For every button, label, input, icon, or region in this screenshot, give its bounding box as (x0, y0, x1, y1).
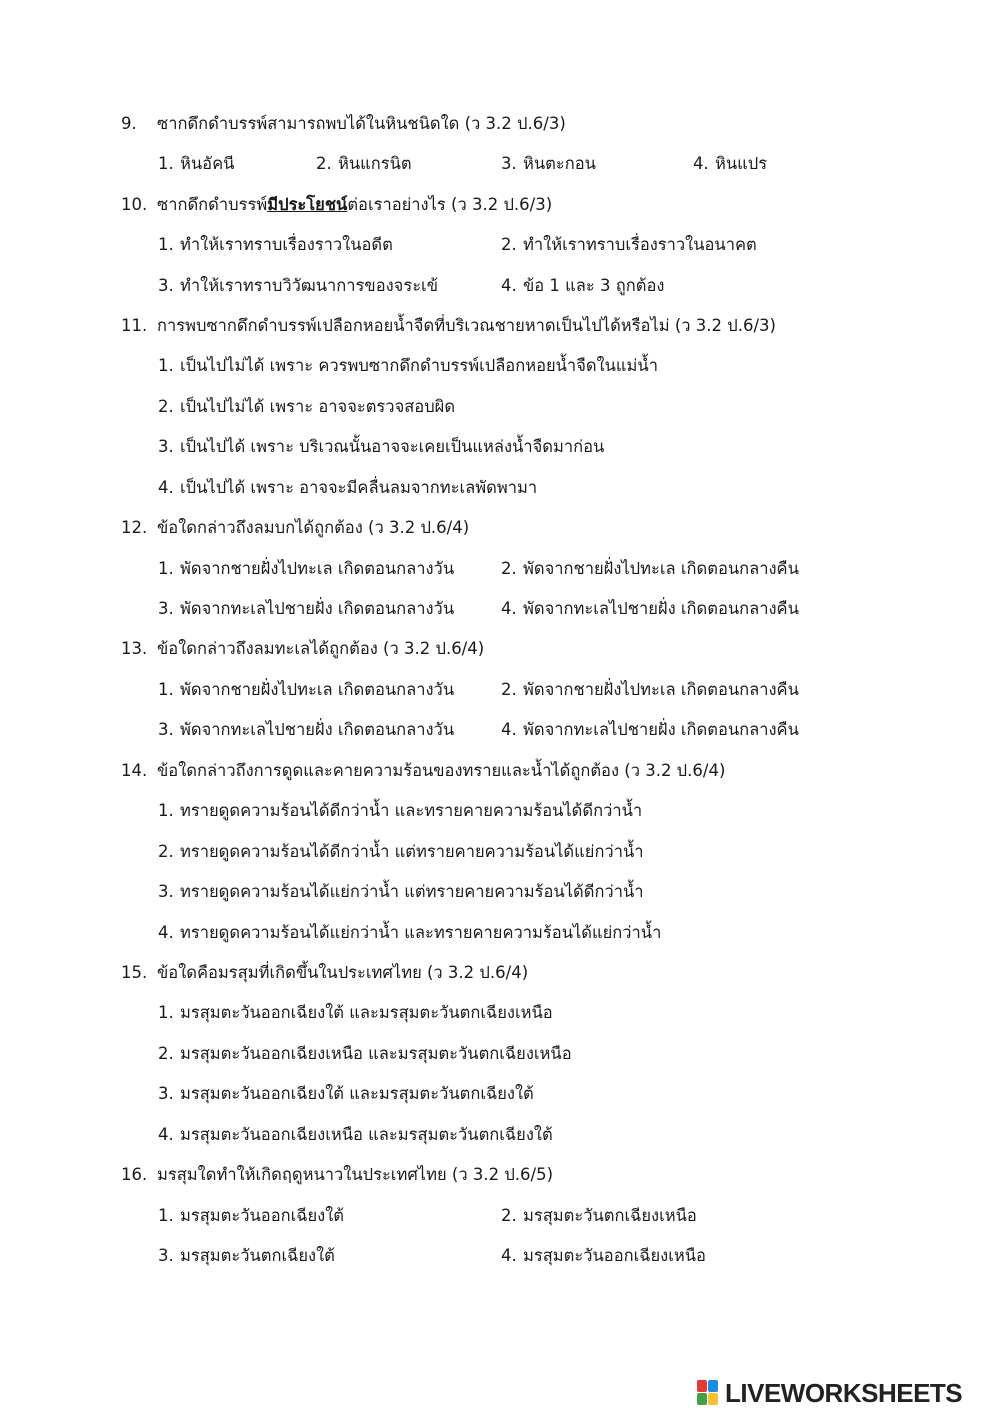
question-9 (121, 110, 566, 138)
question-12: 12. ข้อใดกล่าวถึงลมบกได้ถูกต้อง (ว 3.2 ป.6/4) (121, 518, 470, 537)
question-13: 13. ข้อใดกล่าวถึงลมทะเลได้ถูกต้อง (ว 3.2 ป.6/4) (121, 639, 485, 658)
q11-option-4[interactable]: 4. เป็นไปได้ เพราะ อาจจะมีคลื่นลมจากทะเลพัดพามา (158, 478, 538, 497)
q16-option-3[interactable]: 3. มรสุมตะวันตกเฉียงใต้ (158, 1246, 335, 1265)
q15-option-4[interactable]: 4. มรสุมตะวันออกเฉียงเหนือ และมรสุมตะวันตกเฉียงใต้ (158, 1125, 553, 1144)
question-10: 10. ซากดึกดำบรรพ์มีประโยชน์ต่อเราอย่างไร (ว 3.2 ป.6/3) (121, 195, 553, 214)
q12-option-3[interactable]: 3. พัดจากทะเลไปชายฝั่ง เกิดตอนกลางวัน (158, 599, 455, 618)
q12-option-4[interactable]: 4. พัดจากทะเลไปชายฝั่ง เกิดตอนกลางคืน (501, 599, 799, 618)
liveworksheets-logo-icon (697, 1380, 719, 1406)
brand-name: LIVEWORKSHEETS (725, 1377, 963, 1408)
q10-option-1[interactable]: 1. ทำให้เราทราบเรื่องราวในอดีต (158, 235, 393, 254)
q13-option-3[interactable]: 3. พัดจากทะเลไปชายฝั่ง เกิดตอนกลางวัน (158, 720, 455, 739)
q10-option-4[interactable]: 4. ข้อ 1 และ 3 ถูกต้อง (501, 276, 665, 295)
question-11: 11. การพบซากดึกดำบรรพ์เปลือกหอยน้ำจืดที่บริเวณชายหาดเป็นไปได้หรือไม่ (ว 3.2 ป.6/3) (121, 316, 776, 335)
liveworksheets-logo[interactable] (697, 1376, 962, 1410)
q11-option-2[interactable]: 2. เป็นไปไม่ได้ เพราะ อาจจะตรวจสอบผิด (158, 397, 456, 416)
q13-option-2[interactable]: 2. พัดจากชายฝั่งไปทะเล เกิดตอนกลางคืน (501, 680, 799, 699)
q11-option-1[interactable]: 1. เป็นไปไม่ได้ เพราะ ควรพบซากดึกดำบรรพ์เปลือกหอยน้ำจืดในแม่น้ำ (158, 356, 658, 375)
q14-option-2[interactable]: 2. ทรายดูดความร้อนได้ดีกว่าน้ำ แต่ทรายคายความร้อนได้แย่กว่าน้ำ (158, 842, 644, 861)
q15-option-1[interactable]: 1. มรสุมตะวันออกเฉียงใต้ และมรสุมตะวันตกเฉียงเหนือ (158, 1003, 553, 1022)
q9-option-3[interactable]: 3. หินตะกอน (501, 154, 596, 173)
question-text: ซากดึกดำบรรพ์สามารถพบได้ในหินชนิดใด (ว 3.2 ป.6/3) (157, 114, 566, 133)
q12-option-1[interactable]: 1. พัดจากชายฝั่งไปทะเล เกิดตอนกลางวัน (158, 559, 455, 578)
question-15: 15. ข้อใดคือมรสุมที่เกิดขึ้นในประเทศไทย (ว 3.2 ป.6/4) (121, 963, 529, 982)
question-16: 16. มรสุมใดทำให้เกิดฤดูหนาวในประเทศไทย (ว 3.2 ป.6/5) (121, 1165, 554, 1184)
q14-option-1[interactable]: 1. ทรายดูดความร้อนได้ดีกว่าน้ำ และทรายคายความร้อนได้ดีกว่าน้ำ (158, 801, 643, 820)
q15-option-2[interactable]: 2. มรสุมตะวันออกเฉียงเหนือ และมรสุมตะวันตกเฉียงเหนือ (158, 1044, 572, 1063)
q10-option-3[interactable]: 3. ทำให้เราทราบวิวัฒนาการของจระเข้ (158, 276, 438, 295)
q16-option-4[interactable]: 4. มรสุมตะวันออกเฉียงเหนือ (501, 1246, 706, 1265)
emphasis-text: มีประโยชน์ (267, 195, 348, 214)
q13-option-1[interactable]: 1. พัดจากชายฝั่งไปทะเล เกิดตอนกลางวัน (158, 680, 455, 699)
q14-option-3[interactable]: 3. ทรายดูดความร้อนได้แย่กว่าน้ำ แต่ทรายคายความร้อนได้ดีกว่าน้ำ (158, 882, 644, 901)
q14-option-4[interactable]: 4. ทรายดูดความร้อนได้แย่กว่าน้ำ และทรายคายความร้อนได้แย่กว่าน้ำ (158, 923, 662, 942)
q10-option-2[interactable]: 2. ทำให้เราทราบเรื่องราวในอนาคต (501, 235, 757, 254)
q12-option-2[interactable]: 2. พัดจากชายฝั่งไปทะเล เกิดตอนกลางคืน (501, 559, 799, 578)
q16-option-2[interactable]: 2. มรสุมตะวันตกเฉียงเหนือ (501, 1206, 697, 1225)
q9-option-1[interactable]: 1. หินอัคนี (158, 154, 235, 173)
q13-option-4[interactable]: 4. พัดจากทะเลไปชายฝั่ง เกิดตอนกลางคืน (501, 720, 799, 739)
q11-option-3[interactable]: 3. เป็นไปได้ เพราะ บริเวณนั้นอาจจะเคยเป็นแหล่งน้ำจืดมาก่อน (158, 437, 605, 456)
question-14: 14. ข้อใดกล่าวถึงการดูดและคายความร้อนของทรายและน้ำได้ถูกต้อง (ว 3.2 ป.6/4) (121, 761, 726, 780)
q15-option-3[interactable]: 3. มรสุมตะวันออกเฉียงใต้ และมรสุมตะวันตกเฉียงใต้ (158, 1084, 534, 1103)
q9-option-2[interactable]: 2. หินแกรนิต (316, 154, 412, 173)
q16-option-1[interactable]: 1. มรสุมตะวันออกเฉียงใต้ (158, 1206, 344, 1225)
q9-option-4[interactable]: 4. หินแปร (693, 154, 768, 173)
question-number: 9. (121, 114, 137, 133)
